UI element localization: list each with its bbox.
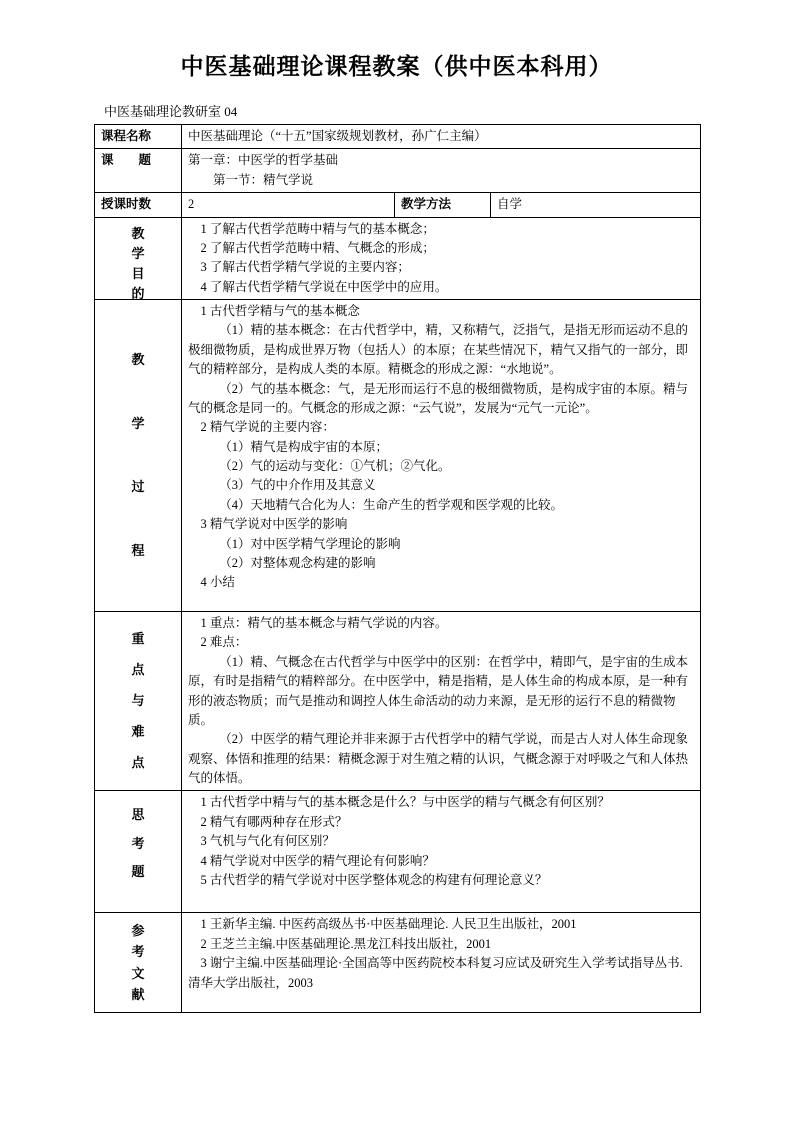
questions-label-vertical xyxy=(95,797,181,906)
text-line: 3 气机与气化有何区别？ xyxy=(200,834,335,849)
vertical-label-char: 文 xyxy=(131,965,145,981)
course-name-value: 中医基础理论（“十五”国家级规划教材，孙广仁主编） xyxy=(182,125,701,149)
text-line: （1）精气是构成宇宙的本原； xyxy=(219,439,389,454)
vertical-label-char: 学 xyxy=(131,245,145,261)
vertical-label-char: 考 xyxy=(131,944,145,960)
text-line: （2）气的运动与变化：①气机；②气化。 xyxy=(219,459,451,473)
vertical-label-char: 重 xyxy=(131,630,145,646)
vertical-label-char: 目 xyxy=(131,265,145,281)
text-line: 2 了解古代哲学范畴中精、气概念的形成； xyxy=(200,240,435,255)
keypoints-label-vertical xyxy=(95,618,181,784)
questions-content xyxy=(182,791,701,913)
keypoints-row xyxy=(95,612,701,791)
text-line: 2 精气学说的主要内容： xyxy=(200,420,335,435)
hours-label: 授课时数 xyxy=(95,193,182,217)
references-label-vertical xyxy=(95,919,181,1006)
process-row xyxy=(95,300,701,612)
vertical-label-char: 过 xyxy=(131,479,145,495)
text-line: 3 了解古代哲学精气学说的主要内容； xyxy=(200,260,410,275)
vertical-label-char: 参 xyxy=(131,922,145,938)
references-label xyxy=(95,913,182,1013)
keypoints-content xyxy=(182,612,701,791)
topic-line-1: 第一章：中医学的哲学基础 xyxy=(188,153,339,168)
keypoints-label xyxy=(95,612,182,791)
topic-row xyxy=(95,149,701,193)
text-line: 1 了解古代哲学范畴中精与气的基本概念； xyxy=(200,221,435,236)
topic-line-2: 第一节：精气学说 xyxy=(213,172,314,187)
vertical-label-char: 点 xyxy=(131,755,145,771)
objectives-content xyxy=(182,217,701,300)
topic-label: 课 题 xyxy=(95,149,182,193)
page-subtitle: 中医基础理论教研室 04 xyxy=(104,104,238,119)
text-line: （2）中医学的精气理论并非来源于古代哲学中的精气学说，而是古人对人体生命现象观察、体悟和推理的结果：精概念源于对生殖之精的认识，气概念源于对呼吸之气和人体热气的体悟。 xyxy=(188,732,689,785)
text-line: （2）对整体观念构建的影响 xyxy=(219,555,376,570)
process-label xyxy=(95,300,182,612)
text-line: 3 精气学说对中医学的影响 xyxy=(200,517,348,532)
vertical-label-char: 程 xyxy=(131,543,145,559)
references-row xyxy=(95,913,701,1013)
references-content xyxy=(182,913,701,1013)
hours-value: 2 xyxy=(182,193,395,217)
objectives-label-vertical xyxy=(95,224,181,301)
vertical-label-char: 的 xyxy=(131,285,145,301)
text-line: （1）精、气概念在古代哲学与中医学中的区别：在哲学中，精即气，是宇宙的生成本原，有时是指精气的精粹部分。在中医学中，精是指精，是人体生命的构成本原，是一种有形的液态物质；而气是推动和调控人体生命活动的动力来源，是无形的运行不息的精微物质。 xyxy=(188,654,689,727)
text-line: （4）天地精气合化为人：生命产生的哲学观和医学观的比较。 xyxy=(219,497,564,512)
page-title: 中医基础理论课程教案（供中医本科用） xyxy=(180,54,613,79)
vertical-label-char: 题 xyxy=(131,863,145,879)
text-line: 4 小结 xyxy=(200,575,235,590)
text-line: （3）气的中介作用及其意义 xyxy=(219,478,376,493)
process-label-vertical xyxy=(95,306,181,605)
course-name-row xyxy=(95,125,701,149)
text-line: 2 王芝兰主编.中医基础理论.黑龙江科技出版社，2001 xyxy=(200,936,492,951)
lesson-plan-table xyxy=(94,124,701,1013)
text-line: 2 难点： xyxy=(200,635,248,650)
vertical-label-char: 思 xyxy=(131,807,145,823)
text-line: 1 重点：精气的基本概念与精气学说的内容。 xyxy=(200,616,448,630)
text-line: 3 谢宁主编.中医基础理论·全国高等中医药院校本科复习应试及研究生入学考试指导丛书.清华大学出版社，2003 xyxy=(188,956,683,990)
vertical-label-char: 点 xyxy=(131,662,145,678)
text-line: 1 古代哲学精与气的基本概念 xyxy=(200,304,360,318)
text-line: 4 精气学说对中医学的精气理论有何影响？ xyxy=(200,853,435,868)
text-line: 1 王新华主编. 中医药高级丛书·中医基础理论. 人民卫生出版社，2001 xyxy=(200,917,577,932)
objectives-row xyxy=(95,217,701,300)
text-line: （1）精的基本概念：在古代哲学中，精，又称精气，泛指气，是指无形而运动不息的极细微物质，是构成世界万物（包括人）的本原；在某些情况下，精气又指气的一部分，即气的精粹部分，是构成人类的本原。精概念的形成之源：“水地说”。 xyxy=(188,323,689,377)
text-line: 4 了解古代哲学精气学说在中医学中的应用。 xyxy=(200,279,448,294)
text-line: （1）对中医学精气学理论的影响 xyxy=(219,536,401,551)
vertical-label-char: 献 xyxy=(131,986,145,1002)
questions-row xyxy=(95,791,701,913)
hours-row xyxy=(95,193,701,217)
topic-content xyxy=(182,149,701,193)
vertical-label-char: 教 xyxy=(131,351,145,367)
text-line: （2）气的基本概念：气，是无形而运行不息的极细微物质，是构成宇宙的本原。精与气的概念是同一的。气概念的形成之源：“云气说”，发展为“元气一元论”。 xyxy=(188,381,689,415)
text-line: 5 古代哲学的精气学说对中医学整体观念的构建有何理论意义？ xyxy=(200,872,548,887)
questions-label xyxy=(95,791,182,913)
text-line: 1 古代哲学中精与气的基本概念是什么？与中医学的精与气概念有何区别？ xyxy=(200,795,610,810)
objectives-label xyxy=(95,217,182,300)
teaching-method-label: 教学方法 xyxy=(395,193,491,217)
vertical-label-char: 考 xyxy=(131,835,145,851)
process-content xyxy=(182,300,701,612)
vertical-label-char: 教 xyxy=(131,225,145,241)
vertical-label-char: 与 xyxy=(131,693,145,709)
text-line: 2 精气有哪两种存在形式？ xyxy=(200,814,348,829)
vertical-label-char: 难 xyxy=(131,724,145,740)
vertical-label-char: 学 xyxy=(131,415,145,431)
course-name-label: 课程名称 xyxy=(95,125,182,149)
teaching-method-value: 自学 xyxy=(491,193,701,217)
